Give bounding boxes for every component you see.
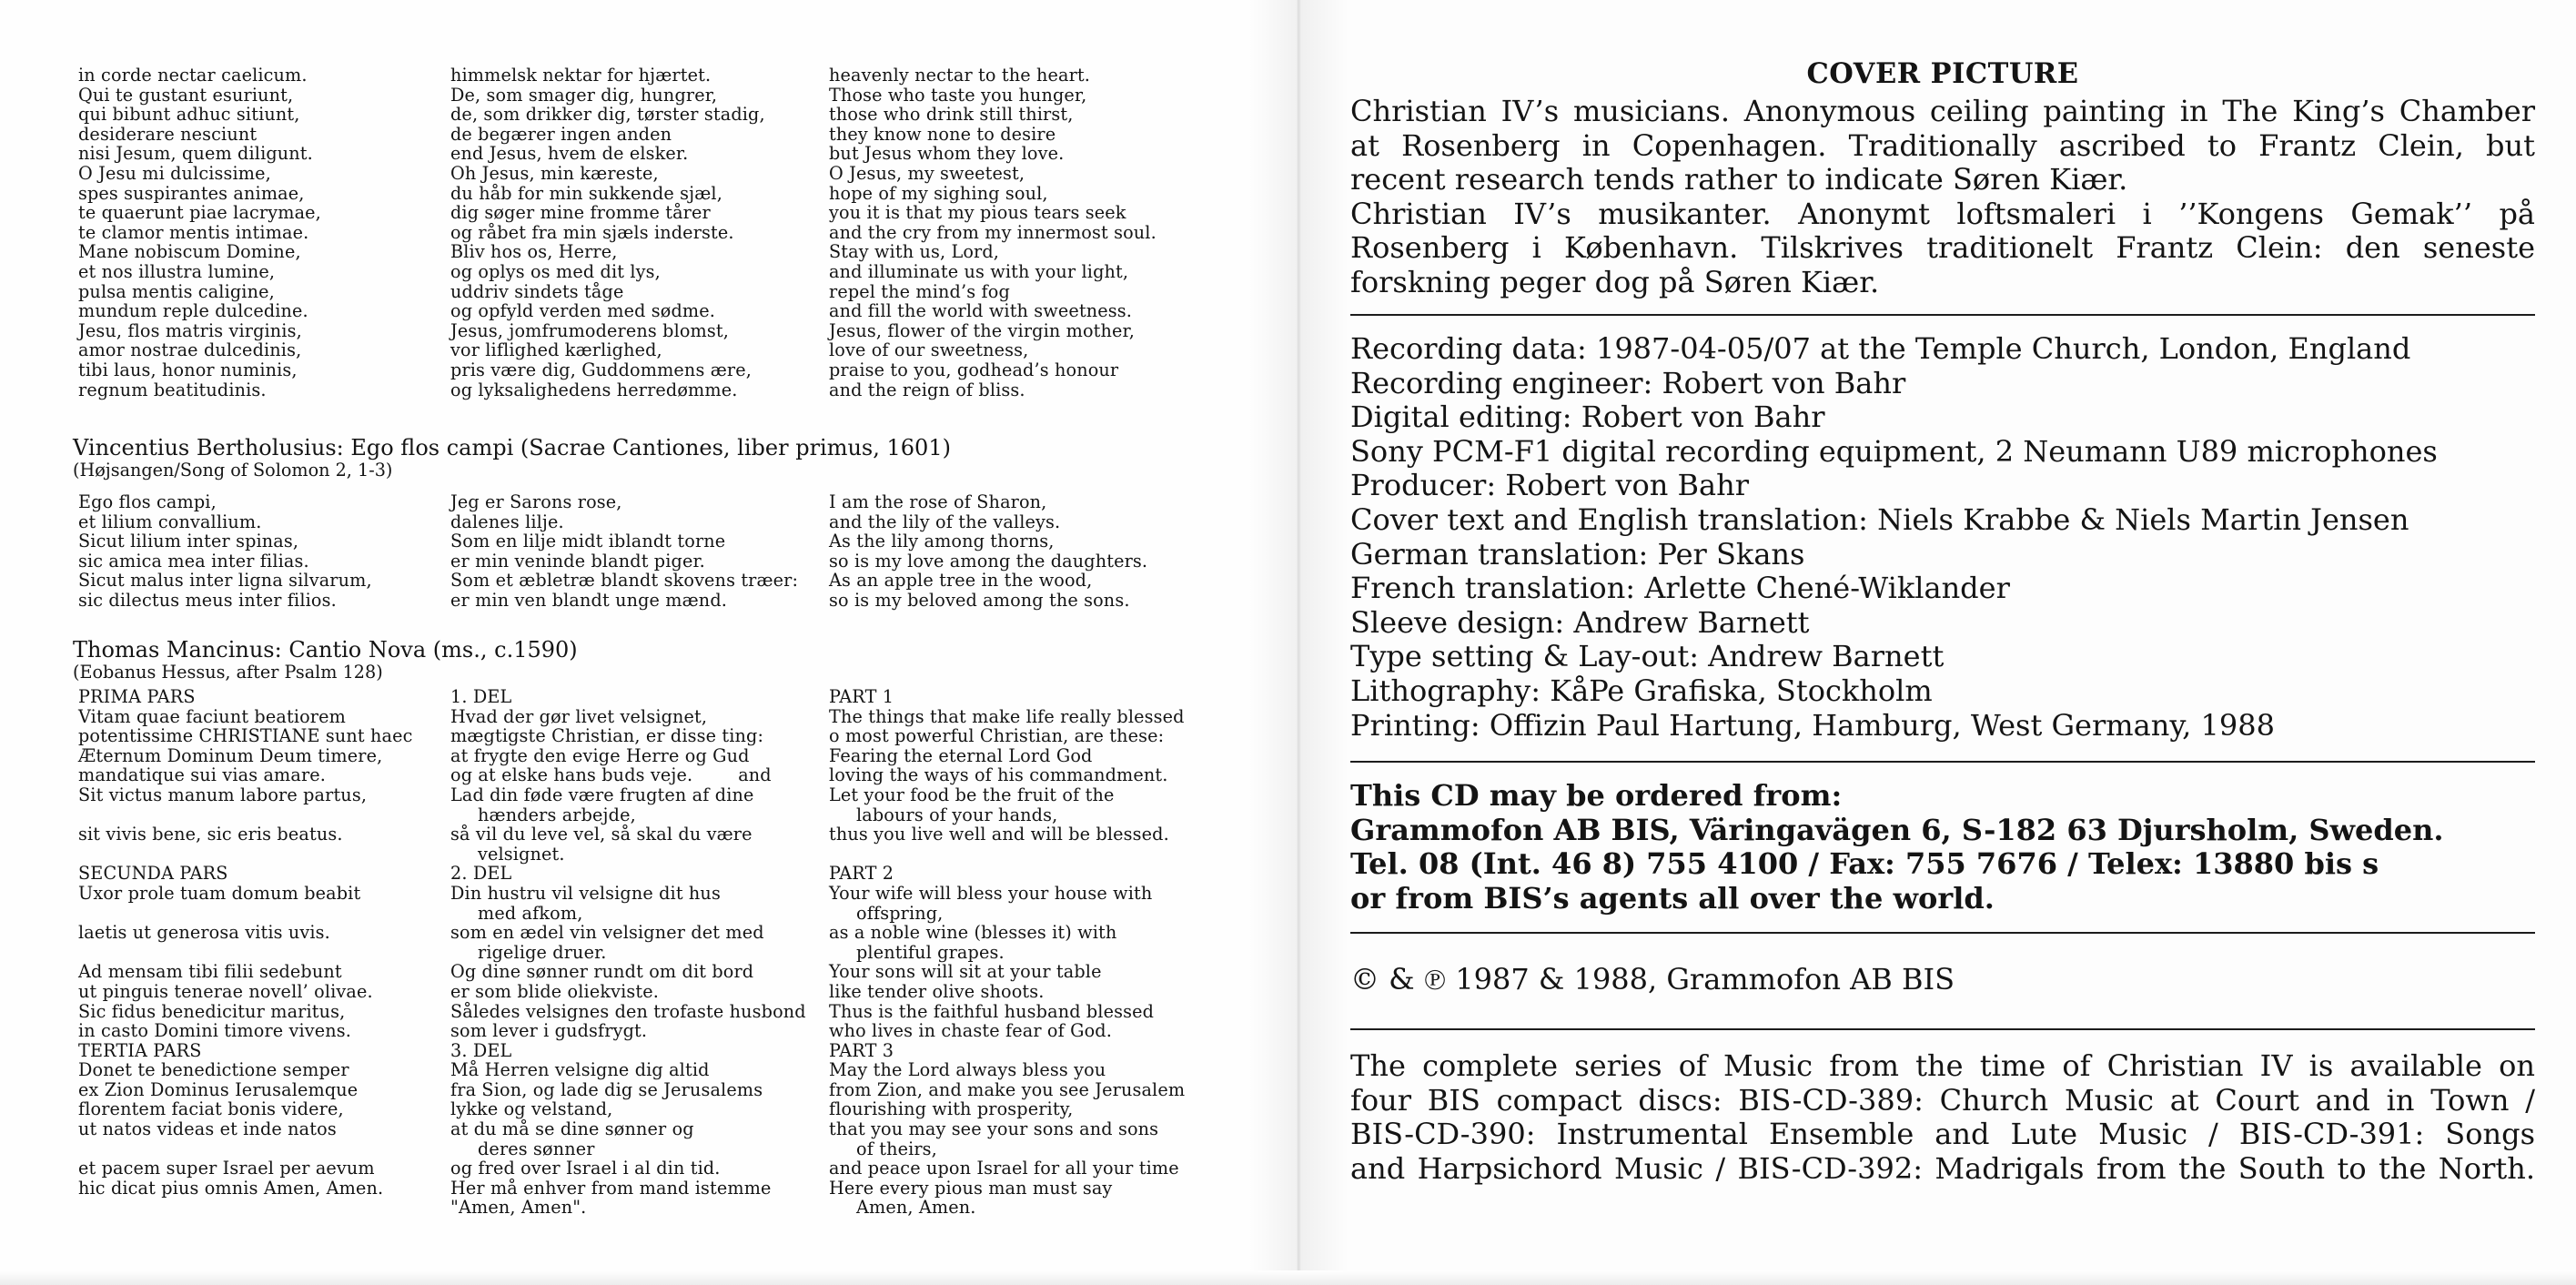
- credit-line: German translation: Per Skans: [1350, 536, 1805, 572]
- series-line: The complete series of Music from the time of Christian IV is available on: [1350, 1048, 2535, 1083]
- text-line: spes suspirantes animae,: [78, 182, 305, 204]
- text-line: and the cry from my innermost soul.: [829, 221, 1157, 243]
- text-line: thus you live well and will be blessed.: [829, 824, 1169, 845]
- text-line: og fred over Israel i al din tid.: [450, 1158, 721, 1179]
- text-line: Æternum Dominum Deum timere,: [78, 744, 383, 766]
- text-line: PART 1: [829, 686, 894, 707]
- text-line: regnum beatitudinis.: [78, 379, 267, 400]
- credit-line: Type setting & Lay-out: Andrew Barnett: [1350, 639, 1945, 674]
- danish-column: [450, 492, 798, 611]
- divider: [1350, 314, 2535, 316]
- text-line: The things that make life really blessed: [829, 705, 1185, 727]
- text-line: hic dicat pius omnis Amen, Amen.: [78, 1177, 384, 1199]
- text-line: Jeg er Sarons rose,: [450, 491, 622, 512]
- text-line: PRIMA PARS: [78, 686, 196, 707]
- text-line: Oh Jesus, min kæreste,: [450, 162, 659, 184]
- credit-line: Recording engineer: Robert von Bahr: [1350, 365, 1906, 400]
- latin-column: [78, 687, 413, 1198]
- text-line: Stay with us, Lord,: [829, 241, 1000, 263]
- text-line: te clamor mentis intimae.: [78, 221, 309, 243]
- hymn-english-column: [829, 66, 1157, 400]
- text-line: Som et æbletræ blandt skovens træer:: [450, 570, 799, 592]
- order-info: [1350, 779, 2535, 916]
- text-line: Donet te benedictione semper: [78, 1059, 349, 1081]
- text-line: TERTIA PARS: [78, 1039, 202, 1061]
- divider: [1350, 932, 2535, 934]
- text-line: Her må enhver from mand istemme: [450, 1177, 772, 1199]
- text-line: you it is that my pious tears seek: [829, 202, 1126, 224]
- credit-line: Recording data: 1987-04-05/07 at the Temple Church, London, England: [1350, 331, 2411, 366]
- text-line: nisi Jesum, quem diligunt.: [78, 143, 313, 165]
- text-line: hope of my sighing soul,: [829, 182, 1048, 204]
- text-line: Ego flos campi,: [78, 491, 217, 512]
- caption-line: at Rosenberg in Copenhagen. Traditionally ascribed to Frantz Clein, but: [1350, 127, 2535, 163]
- text-line: te quaerunt piae lacrymae,: [78, 202, 321, 224]
- text-line: De, som smager dig, hungrer,: [450, 84, 718, 106]
- text-line: mandatique sui vias amare.: [78, 764, 327, 786]
- text-line: desiderare nesciunt: [78, 123, 258, 145]
- text-line: [78, 805, 413, 825]
- text-line: Thus is the faithful husband blessed: [829, 1000, 1155, 1022]
- divider: [1350, 1028, 2535, 1030]
- order-line: Tel. 08 (Int. 46 8) 755 4100 / Fax: 755 7676 / Telex: 13880 bis s: [1350, 846, 2379, 882]
- text-line: [78, 904, 413, 924]
- text-line: Og dine sønner rundt om dit bord: [450, 961, 754, 983]
- caption-line: forskning peger dog på Søren Kiær.: [1350, 264, 1880, 299]
- text-line: deres sønner: [478, 1138, 595, 1159]
- piece-title-ego-flos-campi: Vincentius Bertholusius: Ego flos campi (Sacrae Cantiones, liber primus, 1601): [73, 435, 951, 460]
- text-line: flourishing with prosperity,: [829, 1098, 1074, 1120]
- text-line: and the lily of the valleys.: [829, 511, 1061, 532]
- text-line: lykke og velstand,: [450, 1098, 613, 1120]
- text-line: hænders arbejde,: [478, 804, 636, 825]
- piece-subtitle-cantio-nova: (Eobanus Hessus, after Psalm 128): [73, 662, 383, 683]
- text-line: and the reign of bliss.: [829, 379, 1025, 400]
- text-line: florentem faciat bonis videre,: [78, 1098, 344, 1120]
- text-line: Sit victus manum labore partus,: [78, 784, 368, 805]
- text-line: et pacem super Israel per aevum: [78, 1158, 375, 1179]
- text-line: de, som drikker dig, tørster stadig,: [450, 104, 765, 126]
- hymn-latin-column: [78, 66, 321, 400]
- text-line: sic dilectus meus inter filios.: [78, 589, 337, 611]
- text-line: loving the ways of his commandment.: [829, 764, 1168, 786]
- cover-picture-heading: COVER PICTURE: [1806, 57, 2079, 90]
- text-line: fra Sion, og lade dig se Jerusalems: [450, 1078, 763, 1100]
- text-line: ex Zion Dominus Ierusalemque: [78, 1078, 359, 1100]
- text-line: labours of your hands,: [856, 804, 1058, 825]
- text-line: Sicut lilium inter spinas,: [78, 531, 299, 552]
- text-line: de begærer ingen anden: [450, 123, 672, 145]
- text-line: Fearing the eternal Lord God: [829, 744, 1093, 766]
- text-line: offspring,: [856, 902, 944, 924]
- text-line: Din hustru vil velsigne dit hus: [450, 882, 721, 904]
- credit-line: Cover text and English translation: Niels Krabbe & Niels Martin Jensen: [1350, 501, 2409, 537]
- text-line: at frygte den evige Herre og Gud: [450, 744, 750, 766]
- text-line: Sicut malus inter ligna silvarum,: [78, 570, 372, 592]
- text-line: og at elske hans buds veje. and: [450, 764, 772, 786]
- text-line: but Jesus whom they love.: [829, 143, 1065, 165]
- series-info: [1350, 1049, 2535, 1186]
- copyright-notice: [1350, 963, 2535, 997]
- copyright-text: © & ℗ 1987 & 1988, Grammofon AB BIS: [1350, 962, 1955, 997]
- text-line: laetis ut generosa vitis uvis.: [78, 922, 330, 944]
- credit-line: Lithography: KåPe Grafiska, Stockholm: [1350, 673, 1933, 708]
- text-line: rigelige druer.: [478, 941, 607, 963]
- text-line: Jesus, jomfrumoderens blomst,: [450, 319, 730, 341]
- text-line: Vitam quae faciunt beatiorem: [78, 705, 346, 727]
- danish-column: [450, 687, 806, 1218]
- text-line: and illuminate us with your light,: [829, 260, 1129, 282]
- cover-caption: [1350, 95, 2535, 300]
- text-line: o most powerful Christian, are these:: [829, 725, 1165, 747]
- text-line: Som en lilje midt iblandt torne: [450, 531, 726, 552]
- text-line: Let your food be the fruit of the: [829, 784, 1115, 805]
- text-line: in casto Domini timore vivens.: [78, 1020, 352, 1042]
- credit-line: French translation: Arlette Chené-Wiklander: [1350, 571, 2010, 606]
- text-line: og lyksalighedens herredømme.: [450, 379, 738, 400]
- text-line: heavenly nectar to the heart.: [829, 65, 1091, 86]
- order-line: Grammofon AB BIS, Väringavägen 6, S-182 63 Djursholm, Sweden.: [1350, 812, 2444, 847]
- text-line: Hvad der gør livet velsignet,: [450, 705, 708, 727]
- text-line: at du må se dine sønner og: [450, 1118, 694, 1140]
- text-line: Your sons will sit at your table: [829, 961, 1102, 983]
- series-line: BIS-CD-390: Instrumental Ensemble and Lute Music / BIS-CD-391: Songs: [1350, 1117, 2535, 1152]
- text-line: er min veninde blandt piger.: [450, 550, 705, 572]
- text-line: so is my beloved among the sons.: [829, 589, 1130, 611]
- text-line: sic amica mea inter filias.: [78, 550, 309, 572]
- text-line: Således velsignes den trofaste husbond: [450, 1000, 806, 1022]
- text-line: og oplys os med dit lys,: [450, 260, 661, 282]
- divider: [1350, 761, 2535, 763]
- text-line: Ad mensam tibi filii sedebunt: [78, 961, 342, 983]
- text-line: mundum reple dulcedine.: [78, 300, 308, 322]
- text-line: plentiful grapes.: [856, 941, 1005, 963]
- text-line: amor nostrae dulcedinis,: [78, 339, 302, 361]
- text-line: repel the mind’s fog: [829, 280, 1010, 302]
- text-line: qui bibunt adhuc sitiunt,: [78, 104, 300, 126]
- text-line: so is my love among the daughters.: [829, 550, 1148, 572]
- text-line: who lives in chaste fear of God.: [829, 1020, 1112, 1042]
- text-line: Those who taste you hunger,: [829, 84, 1087, 106]
- text-line: Your wife will bless your house with: [829, 882, 1153, 904]
- text-line: tibi laus, honor numinis,: [78, 359, 298, 380]
- text-line: du håb for min sukkende sjæl,: [450, 182, 722, 204]
- caption-line: recent research tends rather to indicate Søren Kiær.: [1350, 162, 2128, 197]
- recording-credits: [1350, 332, 2535, 743]
- piece-title-cantio-nova: Thomas Mancinus: Cantio Nova (ms., c.1590): [73, 637, 578, 663]
- text-line: velsignet.: [478, 843, 565, 865]
- text-line: er min ven blandt unge mænd.: [450, 589, 727, 611]
- text-line: O Jesus, my sweetest,: [829, 162, 1025, 184]
- text-line: som lever i gudsfrygt.: [450, 1020, 648, 1042]
- english-column: [829, 687, 1185, 1218]
- text-line: in corde nectar caelicum.: [78, 65, 308, 86]
- text-line: those who drink still thirst,: [829, 104, 1074, 126]
- caption-line: Christian IV’s musikanter. Anonymt loftsmaleri i ’’Kongens Gemak’’ på: [1350, 196, 2535, 231]
- text-line: er som blide oliekviste.: [450, 980, 660, 1002]
- text-line: May the Lord always bless you: [829, 1059, 1106, 1081]
- text-line: Sic fidus benedicitur maritus,: [78, 1000, 346, 1022]
- hymn-danish-column: [450, 66, 765, 400]
- text-line: 2. DEL: [450, 863, 512, 885]
- text-line: mægtigste Christian, er disse ting:: [450, 725, 764, 747]
- text-line: et nos illustra lumine,: [78, 260, 276, 282]
- text-line: ut natos videas et inde natos: [78, 1118, 337, 1140]
- text-line: O Jesu mi dulcissime,: [78, 162, 271, 184]
- text-line: love of our sweetness,: [829, 339, 1029, 361]
- text-line: med afkom,: [478, 902, 583, 924]
- text-line: and peace upon Israel for all your time: [829, 1158, 1179, 1179]
- text-line: et lilium convallium.: [78, 511, 262, 532]
- text-line: [78, 845, 413, 865]
- text-line: of theirs,: [856, 1138, 937, 1159]
- series-line: four BIS compact discs: BIS-CD-389: Church Music at Court and in Town /: [1350, 1082, 2535, 1118]
- english-column: [829, 492, 1147, 611]
- text-line: Uxor prole tuam domum beabit: [78, 882, 361, 904]
- text-line: 3. DEL: [450, 1039, 512, 1061]
- text-line: dig søger mine fromme tårer: [450, 202, 711, 224]
- caption-line: Christian IV’s musicians. Anonymous ceiling painting in The King’s Chamber: [1350, 94, 2535, 128]
- order-line: or from BIS’s agents all over the world.: [1350, 880, 1995, 916]
- text-line: Mane nobiscum Domine,: [78, 241, 301, 263]
- text-line: from Zion, and make you see Jerusalem: [829, 1078, 1186, 1100]
- text-line: "Amen, Amen".: [450, 1197, 587, 1219]
- text-line: As the lily among thorns,: [829, 531, 1055, 552]
- text-line: pris være dig, Guddommens ære,: [450, 359, 752, 380]
- text-line: As an apple tree in the wood,: [829, 570, 1093, 592]
- order-line: This CD may be ordered from:: [1350, 778, 1843, 813]
- credit-line: Sleeve design: Andrew Barnett: [1350, 604, 1810, 640]
- text-line: som en ædel vin velsigner det med: [450, 922, 764, 944]
- text-line: praise to you, godhead’s honour: [829, 359, 1119, 380]
- text-line: og råbet fra min sjæls inderste.: [450, 221, 734, 243]
- text-line: Here every pious man must say: [829, 1177, 1113, 1199]
- text-line: potentissime CHRISTIANE sunt haec: [78, 725, 413, 747]
- text-line: så vil du leve vel, så skal du være: [450, 824, 753, 845]
- text-line: Lad din føde være frugten af dine: [450, 784, 754, 805]
- credit-line: Printing: Offizin Paul Hartung, Hamburg, West Germany, 1988: [1350, 707, 2275, 743]
- text-line: like tender olive shoots.: [829, 980, 1045, 1002]
- text-line: sit vivis bene, sic eris beatus.: [78, 824, 343, 845]
- text-line: Bliv hos os, Herre,: [450, 241, 618, 263]
- text-line: Må Herren velsigne dig altid: [450, 1059, 710, 1081]
- text-line: [78, 1139, 413, 1159]
- text-line: [829, 845, 1185, 865]
- latin-column: [78, 492, 372, 611]
- text-line: Amen, Amen.: [856, 1197, 976, 1219]
- text-line: [78, 943, 413, 963]
- text-line: PART 3: [829, 1039, 894, 1061]
- text-line: himmelsk nektar for hjærtet.: [450, 65, 712, 86]
- text-line: dalenes lilje.: [450, 511, 564, 532]
- credit-line: Producer: Robert von Bahr: [1350, 468, 1750, 503]
- text-line: Jesu, flos matris virginis,: [78, 319, 302, 341]
- text-line: they know none to desire: [829, 123, 1056, 145]
- credit-line: Sony PCM-F1 digital recording equipment, 2 Neumann U89 microphones: [1350, 433, 2438, 469]
- caption-line: Rosenberg i København. Tilskrives traditionelt Frantz Clein: den seneste: [1350, 230, 2535, 266]
- text-line: ut pinguis tenerae novell’ olivae.: [78, 980, 373, 1002]
- text-line: SECUNDA PARS: [78, 863, 228, 885]
- text-line: og opfyld verden med sødme.: [450, 300, 716, 322]
- text-line: 1. DEL: [450, 686, 512, 707]
- credit-line: Digital editing: Robert von Bahr: [1350, 400, 1825, 435]
- text-line: Jesus, flower of the virgin mother,: [829, 319, 1136, 341]
- text-line: that you may see your sons and sons: [829, 1118, 1159, 1140]
- series-line: and Harpsichord Music / BIS-CD-392: Madrigals from the South to the North.: [1350, 1150, 2535, 1186]
- text-line: end Jesus, hvem de elsker.: [450, 143, 689, 165]
- text-line: pulsa mentis caligine,: [78, 280, 275, 302]
- text-line: Qui te gustant esuriunt,: [78, 84, 294, 106]
- text-line: PART 2: [829, 863, 894, 885]
- text-line: uddriv sindets tåge: [450, 280, 624, 302]
- page-fold: [1248, 0, 1349, 1285]
- page-bottom-edge: [0, 1270, 2576, 1285]
- text-line: I am the rose of Sharon,: [829, 491, 1047, 512]
- text-line: and fill the world with sweetness.: [829, 300, 1133, 322]
- piece-subtitle-ego-flos-campi: (Højsangen/Song of Solomon 2, 1-3): [73, 460, 393, 481]
- text-line: as a noble wine (blesses it) with: [829, 922, 1117, 944]
- text-line: vor liflighed kærlighed,: [450, 339, 662, 361]
